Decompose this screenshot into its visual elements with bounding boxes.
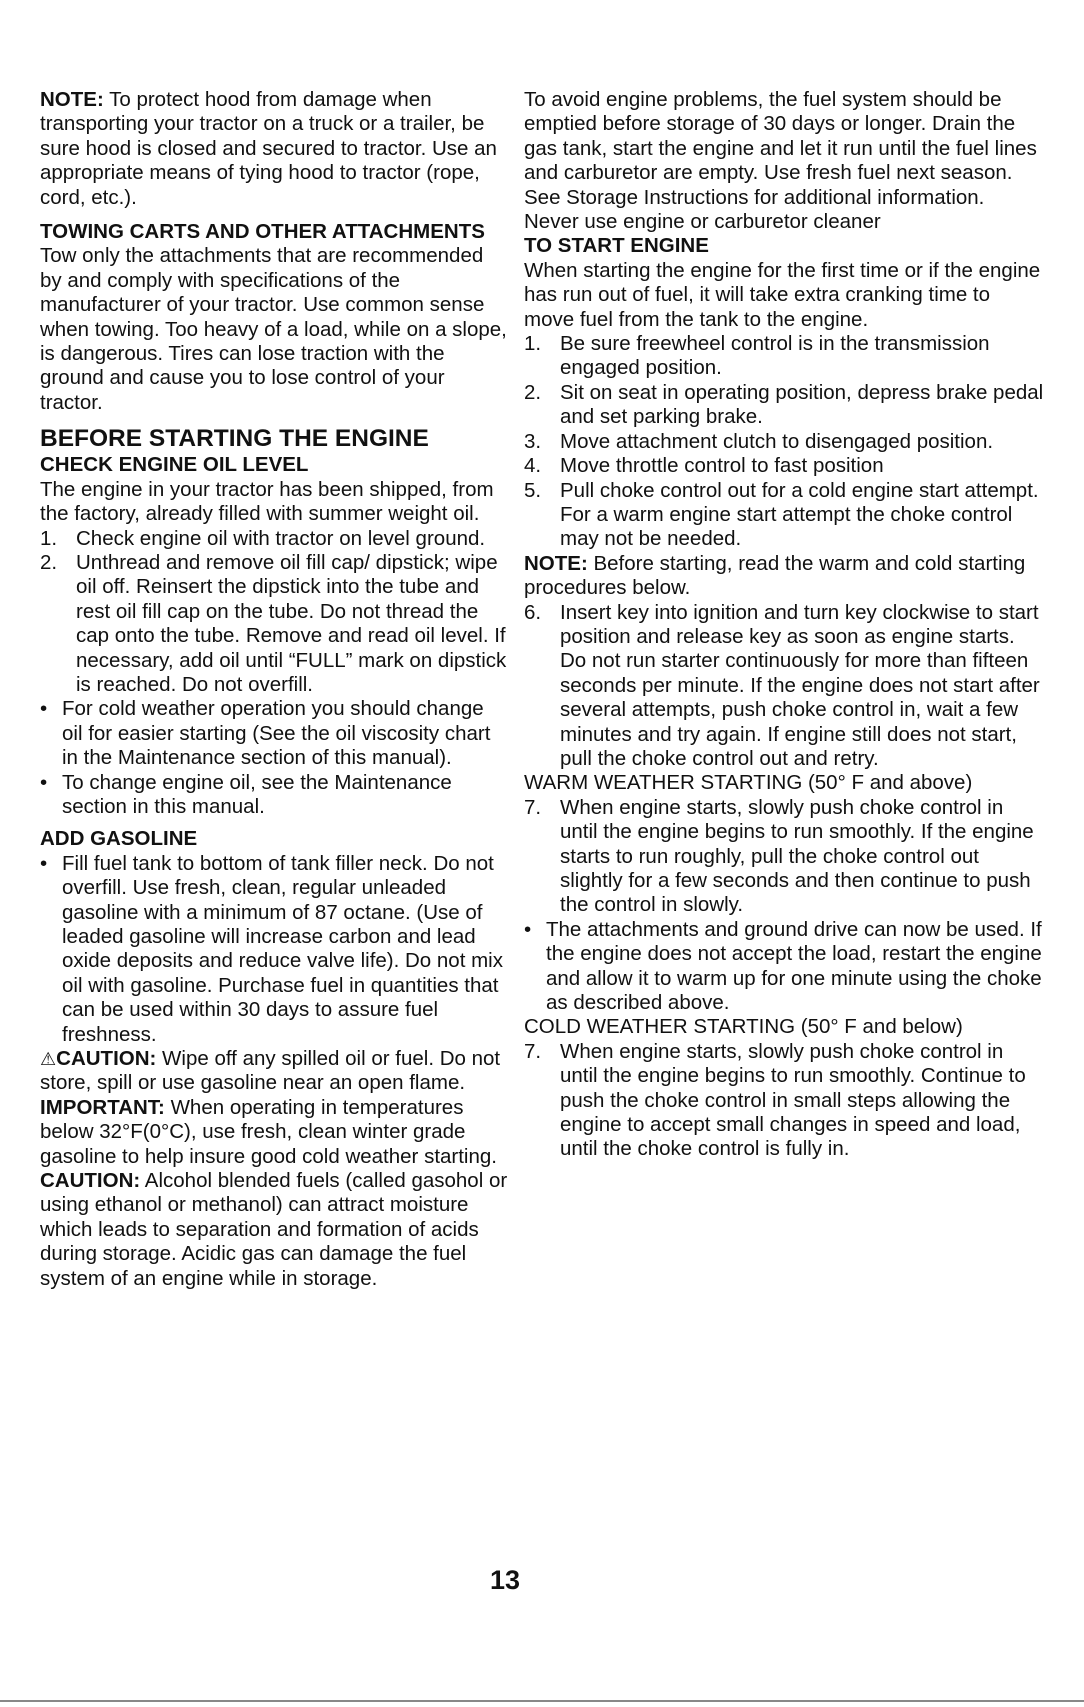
caution-alcohol (40, 1169, 508, 1291)
step-number: 7. (524, 1039, 542, 1063)
list-item (524, 479, 1044, 552)
note-text: Before starting, read the warm and cold starting procedures below. (524, 551, 1026, 600)
caution-text: Alcohol blended fuels (called gasohol or using ethanol or methanol) can attract moisture which leads to separation and formation of acids during storage. Acidic gas can damage the fuel system of an engine while in storage. (40, 1169, 508, 1290)
warning-triangle-icon: ⚠ (40, 1049, 57, 1070)
right-column (524, 88, 1044, 1162)
note-label: NOTE: (40, 88, 104, 111)
step-number: 3. (524, 429, 542, 453)
important-label: IMPORTANT: (40, 1095, 165, 1119)
list-item (40, 697, 508, 770)
step-text: Be sure freewheel control is in the transmission engaged position. (560, 332, 990, 380)
towing-text: Tow only the attachments that are recommended by and comply with specifications of the manufacturer of your tractor. Use common sense when towing. Too heavy of a load, while on a slope, is dangerous. Tires can lose traction with the ground and cause you to lose control of your tractor. (40, 244, 507, 414)
step-text: Pull choke control out for a cold engine start attempt. For a warm engine start attempt the choke control may not be needed. (560, 478, 1039, 551)
start-engine-heading: TO START ENGINE (524, 234, 709, 258)
caution-text: Wipe off any spilled oil or fuel. Do not store, spill or use gasoline near an open flame. (40, 1047, 501, 1095)
bullet-icon: • (40, 697, 48, 721)
step-number: 6. (524, 600, 542, 624)
warm-bullets (524, 918, 1044, 1016)
list-item (524, 332, 1044, 381)
bullet-text: For cold weather operation you should change oil for easier starting (See the oil viscosity chart in the Maintenance section of this manual). (62, 697, 491, 770)
oil-intro: The engine in your tractor has been shipped, from the factory, already filled with summer weight oil. (40, 477, 494, 526)
important-text: When operating in temperatures below 32°F(0°C), use fresh, clean winter grade gasoline to help insure good cold weather starting. (40, 1095, 497, 1168)
step-number: 4. (524, 454, 542, 478)
avoid-problems-text: To avoid engine problems, the fuel system should be emptied before storage of 30 days or longer. Drain the gas tank, start the engine and let it run until the fuel lines and carburetor are empty. Use fresh fuel next season. See Storage Instructions for additional information. (524, 88, 1037, 209)
step-number: 7. (524, 795, 542, 819)
oil-steps (40, 527, 508, 698)
list-item (524, 796, 1044, 918)
caution-label: CAUTION: (56, 1047, 157, 1071)
note-hood (40, 88, 508, 210)
bullet-text: Fill fuel tank to bottom of tank filler neck. Do not overfill. Use fresh, clean, regular unleaded gasoline with a minimum of 87 octane. (Use of leaded gasoline will increase carbon and lead oxide deposits and reduce valve life). Do not mix oil with gasoline. Purchase fuel in quantities that can be used within 30 days to assure fuel freshness. (62, 851, 503, 1046)
step-number: 5. (524, 478, 542, 502)
step-number: 2. (524, 380, 542, 404)
step-number: 1. (524, 332, 542, 356)
step-text: Unthread and remove oil fill cap/ dipstick; wipe oil off. Reinsert the dipstick into the tube and rest oil fill cap on the tube. Do not thread the cap onto the tube. Remove and read oil level. If necessary, add oil until “FULL” mark on dipstick is reached. Do not overfill. (76, 550, 507, 696)
start-step-6 (524, 601, 1044, 772)
oil-heading: CHECK ENGINE OIL LEVEL (40, 453, 309, 477)
step-text: Check engine oil with tractor on level ground. (76, 526, 486, 550)
gas-heading: ADD GASOLINE (40, 827, 198, 851)
never-use-text: Never use engine or carburetor cleaner (524, 210, 881, 234)
list-item (524, 601, 1044, 772)
list-item (40, 527, 508, 551)
bullet-text: To change engine oil, see the Maintenance section in this manual. (62, 770, 452, 818)
step-text: Move attachment clutch to disengaged position. (560, 429, 994, 453)
before-starting-heading: BEFORE STARTING THE ENGINE (40, 425, 429, 453)
towing-heading: TOWING CARTS AND OTHER ATTACHMENTS (40, 220, 485, 244)
warm-steps (524, 796, 1044, 918)
warm-weather-heading: WARM WEATHER STARTING (50° F and above) (524, 771, 973, 795)
important-note (40, 1096, 508, 1169)
bullet-icon: • (524, 917, 532, 941)
list-item (40, 771, 508, 820)
scan-edge-divider (0, 1700, 1084, 1702)
note-before-starting (524, 552, 1044, 601)
step-text: Sit on seat in operating position, depress brake pedal and set parking brake. (560, 380, 1044, 429)
step-text: Insert key into ignition and turn key clockwise to start position and release key as soon as engine starts. Do not run starter continuously for more than fifteen seconds per minute. If the engine does not start after several attempts, push choke control in, wait a few minutes and try again. If engine still does not start, pull the choke control out and retry. (560, 600, 1040, 770)
cold-weather-heading: COLD WEATHER STARTING (50° F and below) (524, 1015, 963, 1039)
list-item (524, 430, 1044, 454)
note-text: To protect hood from damage when transporting your tractor on a truck or a trailer, be sure hood is closed and secured to tractor. Use an appropriate means of tying hood to tractor (rope, cord, etc.). (40, 88, 497, 209)
cold-steps (524, 1040, 1044, 1162)
list-item (40, 852, 508, 1047)
list-item (524, 454, 1044, 478)
list-item (524, 918, 1044, 1016)
list-item (40, 551, 508, 697)
caution-label: CAUTION: (40, 1169, 141, 1193)
oil-bullets (40, 697, 508, 819)
step-text: When engine starts, slowly push choke control in until the engine begins to run smoothly. Continue to push the choke control in small steps allowing the engine to accept small changes in speed and load, until the choke control is fully in. (560, 1039, 1026, 1161)
bullet-text: The attachments and ground drive can now be used. If the engine does not accept the load, restart the engine and allow it to warm up for one minute using the choke as described above. (546, 917, 1042, 1015)
bullet-icon: • (40, 851, 48, 875)
bullet-icon: • (40, 770, 48, 794)
list-item (524, 1040, 1044, 1162)
step-text: When engine starts, slowly push choke control in until the engine begins to run smoothly. If the engine starts to run roughly, pull the choke control out slightly for a few seconds and then continue to push the control in slowly. (560, 795, 1034, 917)
caution-spill (40, 1047, 508, 1096)
left-column (40, 88, 508, 1291)
step-number: 2. (40, 550, 58, 574)
step-number: 1. (40, 526, 58, 550)
start-intro: When starting the engine for the first time or if the engine has run out of fuel, it will take extra cranking time to move fuel from the tank to the engine. (524, 258, 1041, 331)
step-text: Move throttle control to fast position (560, 454, 884, 478)
note-label: NOTE: (524, 551, 588, 575)
page-number: 13 (490, 1565, 521, 1595)
start-steps (524, 332, 1044, 552)
gas-bullets (40, 852, 508, 1047)
list-item (524, 381, 1044, 430)
